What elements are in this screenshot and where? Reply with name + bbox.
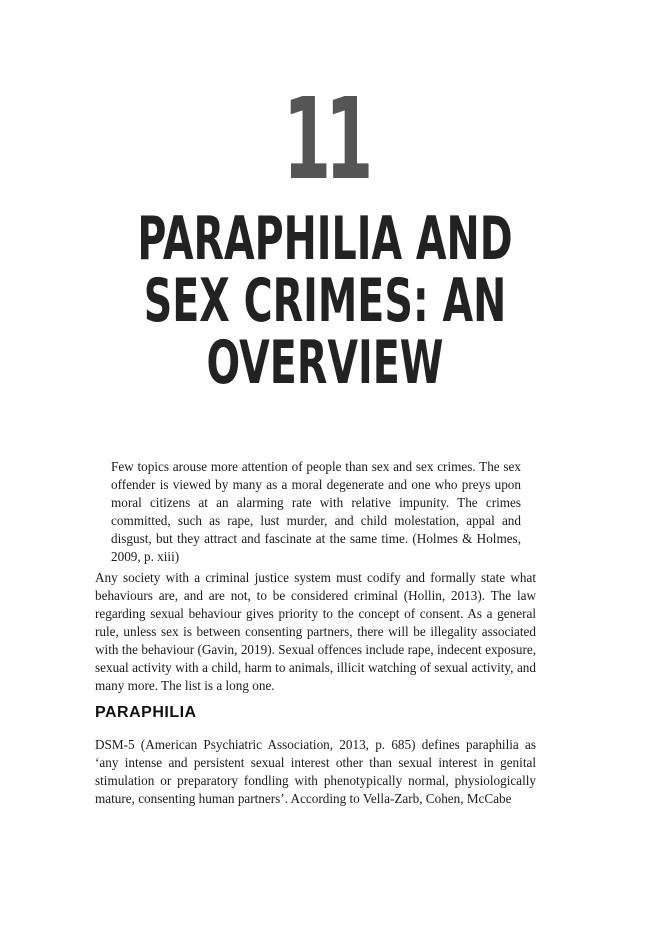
- chapter-title-line: SEX CRIMES: AN: [143, 266, 507, 336]
- chapter-title-line: OVERVIEW: [206, 328, 444, 398]
- chapter-title-line: PARAPHILIA AND: [137, 204, 513, 274]
- chapter-number: 11: [282, 75, 368, 205]
- epigraph-quote: Few topics arouse more attention of people than sex and sex crimes. The sex offender is viewed by many as a moral degenerate and one who preys upon moral citizens at an alarming rate with relative impunity. The crimes committed, such as rape, lust murder, and child molestation, appal and disgust, but they attract and fascinate at the same time. (Holmes & Holmes, 2009, p. xiii): [111, 459, 521, 564]
- body-paragraph: DSM-5 (American Psychiatric Association, 2013, p. 685) defines paraphilia as ‘any intense and persistent sexual interest other than sexual interest in genital stimulation or preparatory fondling with phenotypically normal, physiologically mature, consenting human partners’. According to Vella-Zarb, Cohen, McCabe: [95, 737, 536, 806]
- chapter-title: [0, 204, 650, 398]
- section-heading: PARAPHILIA: [95, 704, 197, 721]
- body-paragraph: Any society with a criminal justice system must codify and formally state what behaviours are, and are not, to be considered criminal (Hollin, 2013). The law regarding sexual behaviour gives priority to the concept of consent. As a general rule, unless sex is between consenting partners, there will be illegality associated with the behaviour (Gavin, 2019). Sexual offences include rape, indecent exposure, sexual activity with a child, harm to animals, illicit watching of sexual activity, and many more. The list is a long one.: [95, 570, 536, 693]
